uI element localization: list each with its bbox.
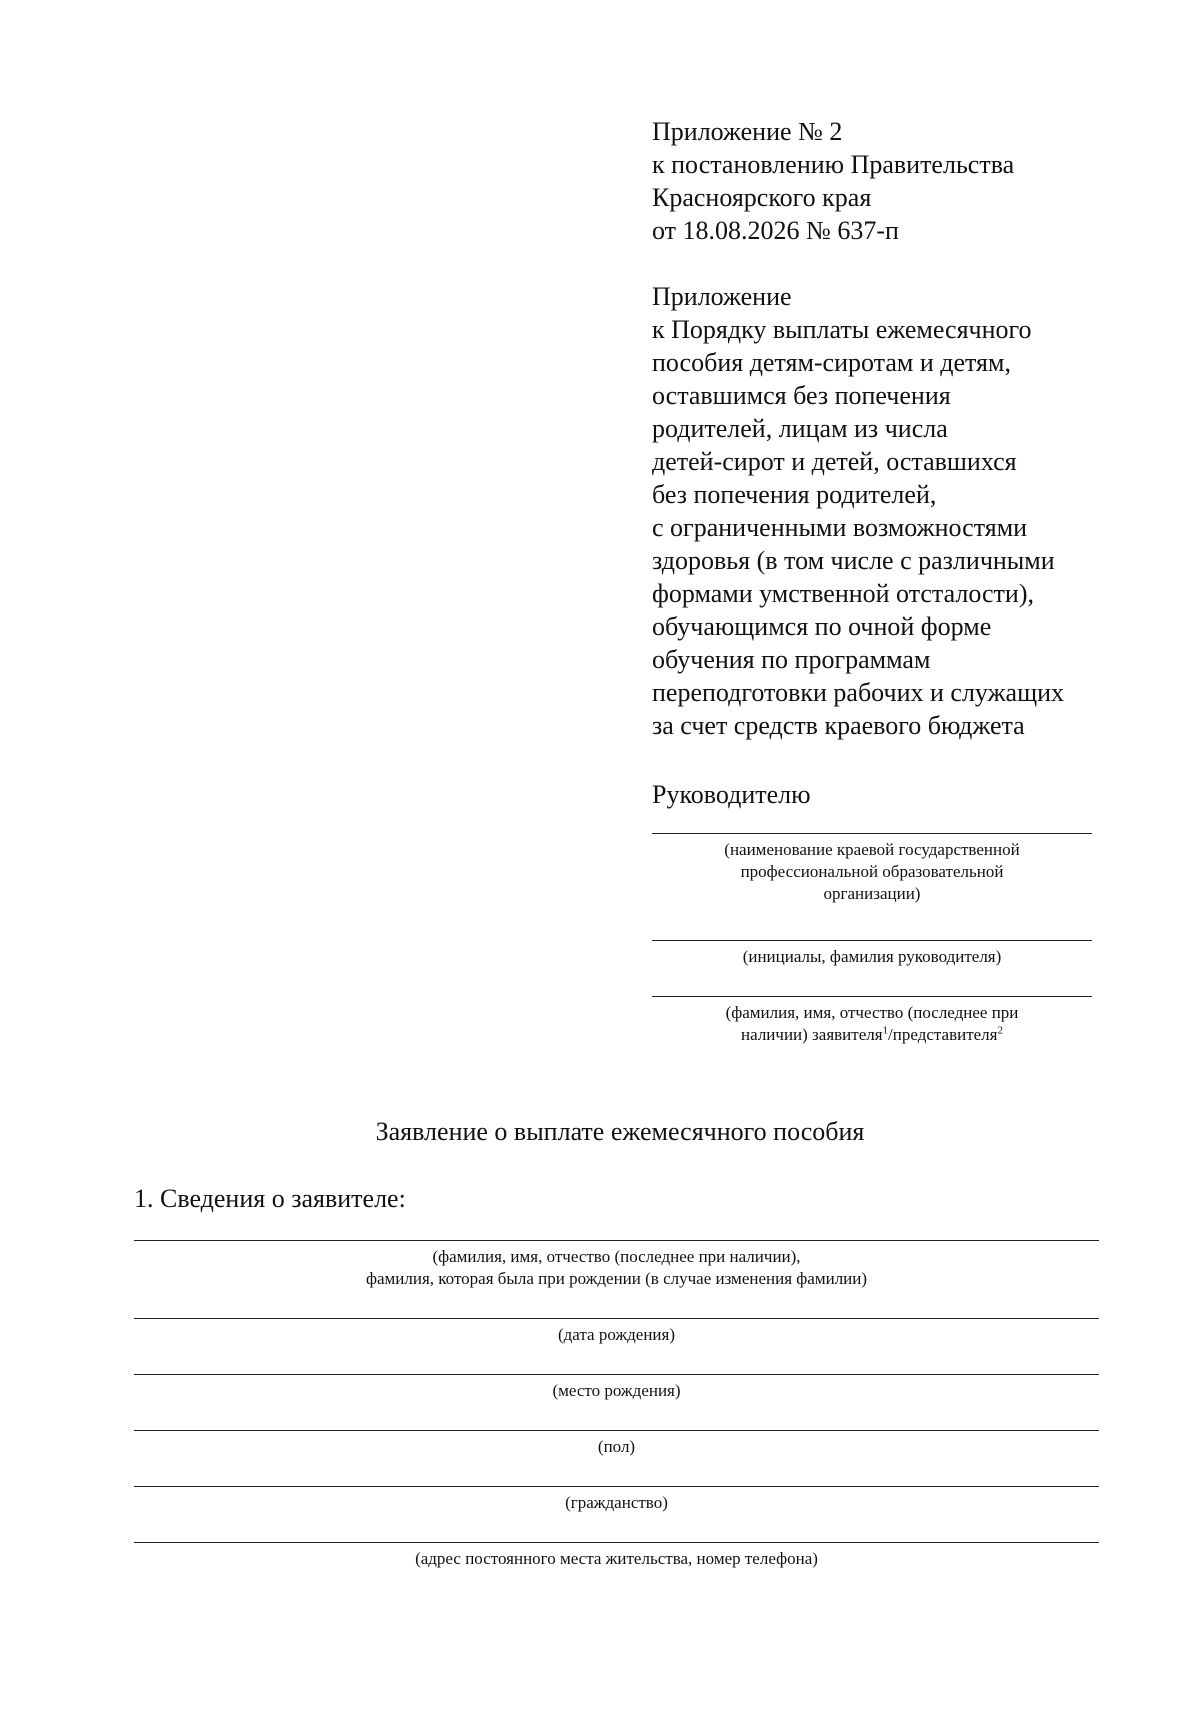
document-title: Заявление о выплате ежемесячного пособия: [375, 1117, 865, 1146]
organization-field[interactable]: [652, 833, 1092, 905]
address-input-line[interactable]: [134, 1542, 1099, 1543]
sex-field[interactable]: [134, 1430, 1099, 1458]
birth-date-caption: (дата рождения): [557, 1325, 676, 1344]
head-caption: (инициалы, фамилия руководителя): [742, 947, 1002, 966]
order-line: без попечения родителей,: [652, 480, 937, 509]
order-line: родителей, лицам из числа: [652, 414, 948, 443]
appendix-header: [652, 115, 1132, 742]
order-line: Приложение: [652, 282, 792, 311]
full-name-caption: (фамилия, имя, отчество (последнее при наличии), фамилия, которая была при рождении (в случае изменения фамилии): [365, 1247, 868, 1288]
order-line: здоровья (в том числе с различными: [652, 546, 1055, 575]
head-input-line[interactable]: [652, 940, 1092, 941]
citizenship-input-line[interactable]: [134, 1486, 1099, 1487]
birth-date-field[interactable]: [134, 1318, 1099, 1346]
appendix-line: к постановлению Правительства: [652, 150, 1015, 179]
applicant-caption: (фамилия, имя, отчество (последнее при наличии) заявителя$^1$/представителя$^2$: [725, 1003, 1019, 1044]
citizenship-caption: (гражданство): [565, 1493, 668, 1512]
address-caption: (адрес постоянного места жительства, номер телефона): [415, 1549, 818, 1568]
order-line: переподготовки рабочих и служащих: [652, 678, 1065, 707]
birth-date-input-line[interactable]: [134, 1318, 1099, 1319]
organization-caption: (наименование краевой государственной профессиональной образовательной организации): [724, 840, 1020, 903]
order-line: формами умственной отсталости),: [652, 579, 1034, 608]
applicant-input-line[interactable]: [652, 996, 1092, 997]
order-line: за счет средств краевого бюджета: [652, 711, 1025, 740]
order-line: обучающимся по очной форме: [652, 612, 992, 641]
sex-caption: (пол): [597, 1437, 636, 1456]
applicant-field[interactable]: [652, 996, 1092, 1046]
recipient-label: Руководителю: [652, 780, 811, 809]
address-field[interactable]: [134, 1542, 1099, 1570]
footnote-ref: 1: [882, 1024, 889, 1037]
order-line: оставшимся без попечения: [652, 381, 951, 410]
order-line: обучения по программам: [652, 645, 931, 674]
section-heading: 1. Сведения о заявителе:: [134, 1184, 406, 1213]
birth-place-input-line[interactable]: [134, 1374, 1099, 1375]
appendix-line: Красноярского края: [652, 183, 872, 212]
full-name-field[interactable]: [134, 1240, 1099, 1290]
order-line: детей-сирот и детей, оставшихся: [652, 447, 1017, 476]
birth-place-caption: (место рождения): [552, 1381, 681, 1400]
footnote-ref: 2: [997, 1024, 1003, 1037]
birth-place-field[interactable]: [134, 1374, 1099, 1402]
citizenship-field[interactable]: [134, 1486, 1099, 1514]
head-field[interactable]: [652, 940, 1092, 968]
organization-input-line[interactable]: [652, 833, 1092, 834]
appendix-line: от 18.08.2026 № 637-п: [652, 216, 899, 245]
order-line: с ограниченными возможностями: [652, 513, 1028, 542]
sex-input-line[interactable]: [134, 1430, 1099, 1431]
order-line: пособия детям-сиротам и детям,: [652, 348, 1011, 377]
appendix-line: Приложение № 2: [652, 117, 843, 146]
full-name-input-line[interactable]: [134, 1240, 1099, 1241]
order-line: к Порядку выплаты ежемесячного: [652, 315, 1032, 344]
